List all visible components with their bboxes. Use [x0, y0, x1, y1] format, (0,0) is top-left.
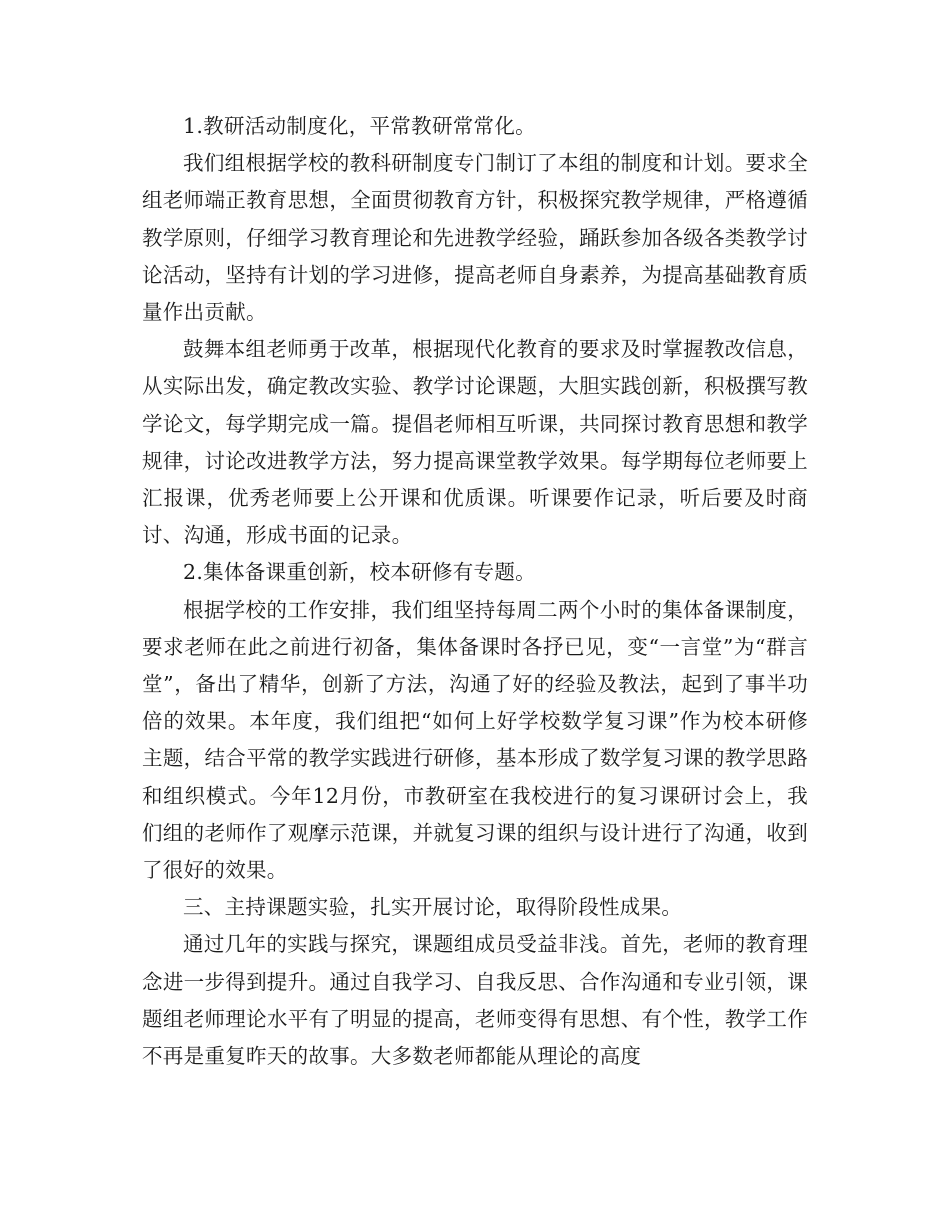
document-body	[142, 108, 808, 1075]
heading-3-research-project: 三、主持课题实验，扎实开展讨论，取得阶段性成果。	[183, 895, 683, 920]
heading-1-teaching-research-system: 1.教研活动制度化，平常教研常常化。	[183, 114, 536, 138]
paragraph-group-system-plan: 我们组根据学校的教科研制度专门制订了本组的制度和计划。要求全组老师端正教育思想，全面贯彻教育方针，积极探究教学规律，严格遵循教学原则，仔细学习教育理论和先进教学经验，踊跃参加各级各类教学讨论活动，坚持有计划的学习进修，提高老师自身素养，为提高基础教育质量作出贡献。	[142, 151, 808, 325]
paragraph-reform-encouragement: 鼓舞本组老师勇于改革，根据现代化教育的要求及时掌握教改信息，从实际出发，确定教改实验、教学讨论课题，大胆实践创新，积极撰写教学论文，每学期完成一篇。提倡老师相互听课，共同探讨教育思想和教学规律，讨论改进教学方法，努力提高课堂教学效果。每学期每位老师要上汇报课，优秀老师要上公开课和优质课。听课要作记录，听后要及时商讨、沟通，形成书面的记录。	[142, 337, 808, 548]
paragraph-collective-lesson-prep: 根据学校的工作安排，我们组坚持每周二两个小时的集体备课制度，要求老师在此之前进行初备，集体备课时各抒已见，变“一言堂”为“群言堂”，备出了精华，创新了方法，沟通了好的经验及教法，起到了事半功倍的效果。本年度，我们组把“如何上好学校数学复习课”作为校本研修主题，结合平常的教学实践进行研修，基本形成了数学复习课的教学思路和组织模式。今年12月份，市教研室在我校进行的复习课研讨会上，我们组的老师作了观摩示范课，并就复习课的组织与设计进行了沟通，收到了很好的效果。	[142, 597, 808, 883]
heading-2-collective-lesson-prep: 2.集体备课重创新，校本研修有专题。	[183, 560, 536, 585]
paragraph-research-results: 通过几年的实践与探究，课题组成员受益非浅。首先，老师的教育理念进一步得到提升。通过自我学习、自我反思、合作沟通和专业引领，课题组老师理论水平有了明显的提高，老师变得有思想、有个性，教学工作不再是重复昨天的故事。大多数老师都能从理论的高度	[142, 932, 808, 1069]
